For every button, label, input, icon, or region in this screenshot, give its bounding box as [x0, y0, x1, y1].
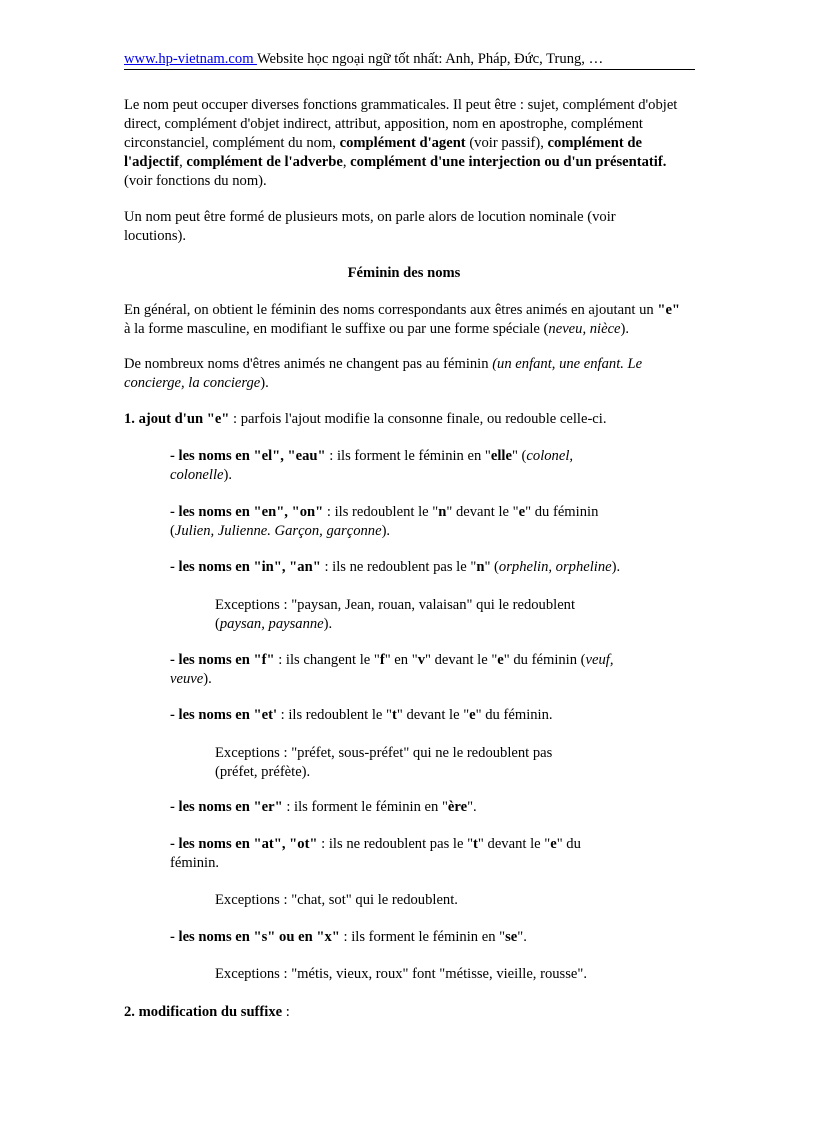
rule-et: - les noms en "et' : ils redoublent le "t" devant le "e" du féminin.: [170, 707, 553, 723]
page-header: [124, 50, 695, 70]
rule-in-an: - les noms en "in", "an" : ils ne redoublent pas le "n" (orphelin, orpheline).: [170, 559, 621, 575]
rule-at-ot-exceptions: Exceptions : "chat, sot" qui le redoublent.: [215, 892, 458, 908]
heading-modification-suffixe: 2. modification du suffixe :: [124, 1004, 290, 1020]
website-link[interactable]: www.hp-vietnam.com: [124, 51, 257, 67]
rule-s-x: - les noms en "s" ou en "x" : ils forment le féminin en "se".: [170, 929, 527, 945]
rule-s-x-exceptions: Exceptions : "métis, vieux, roux" font "métisse, vieille, rousse".: [215, 966, 587, 982]
rule-en-on: - les noms en "en", "on" : ils redoublent le "n" devant le "e" du féminin: [170, 504, 599, 520]
rule-er: - les noms en "er" : ils forment le féminin en "ère".: [170, 799, 477, 815]
intro-paragraph-locution: Un nom peut être formé de plusieurs mots, on parle alors de locution nominale (voir locutions).: [124, 209, 616, 244]
rule-in-an-exceptions: Exceptions : "paysan, Jean, rouan, valaisan" qui le redoublent (paysan, paysanne).: [215, 597, 576, 632]
rule-f: - les noms en "f" : ils changent le "f" en "v" devant le "e" du féminin (veuf, veuve).: [170, 652, 614, 687]
heading-ajout-e: 1. ajout d'un "e" : parfois l'ajout modifie la consonne finale, ou redouble celle-ci.: [124, 411, 607, 427]
rule-et-exceptions: Exceptions : "préfet, sous-préfet" qui ne le redoublent pas (préfet, préfète).: [215, 745, 553, 780]
feminin-paragraph-general: En général, on obtient le féminin des noms correspondants aux êtres animés en ajoutant un "e" à la forme masculine, en modifiant le suffixe ou par une forme spéciale (neveu, nièce).: [124, 302, 681, 337]
feminin-paragraph-invariable: De nombreux noms d'êtres animés ne changent pas au féminin (un enfant, une enfant. Le concierge, la concierge).: [124, 356, 643, 391]
section-title-feminin: Féminin des noms: [347, 265, 461, 281]
rule-en-on-example: (Julien, Julienne. Garçon, garçonne).: [170, 523, 391, 539]
intro-paragraph-functions: Le nom peut occuper diverses fonctions grammaticales. Il peut être : sujet, complément d'objet direct, complément d'objet indirect, attribut, apposition, nom en apostrophe, complément circonstanciel, complément du nom, complément d'agent (voir passif), complément de l'adjectif, complément de l'adverbe, complément d'une interjection ou d'un présentatif. (voir fonctions du nom).: [124, 97, 678, 189]
header-tagline: Website học ngoại ngữ tốt nhất: Anh, Pháp, Đức, Trung, …: [256, 51, 604, 67]
rule-at-ot: - les noms en "at", "ot" : ils ne redoublent pas le "t" devant le "e" du féminin.: [170, 836, 581, 871]
rule-el-eau: - les noms en "el", "eau" : ils forment le féminin en "elle" (colonel, colonelle).: [170, 448, 574, 483]
